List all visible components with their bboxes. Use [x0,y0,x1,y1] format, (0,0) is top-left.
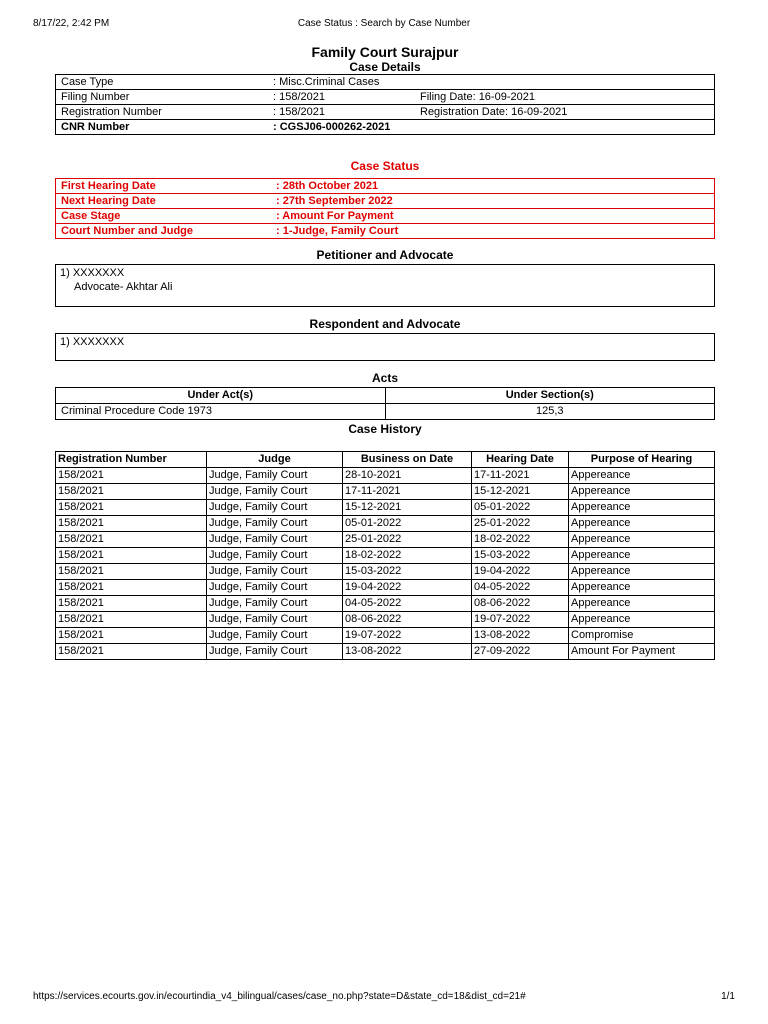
purpose-cell: Appereance [569,484,715,500]
petitioner-advocate: Advocate- Akhtar Ali [74,281,173,293]
purpose-cell: Appereance [569,532,715,548]
hearing-date-cell: 15-03-2022 [472,548,569,564]
filing-number-value: : 158/2021 [268,90,415,105]
next-hearing-value: : 27th September 2022 [271,194,715,209]
table-row [56,580,715,596]
business-date-cell: 15-03-2022 [343,564,472,580]
cnr-row [56,120,715,135]
judge-cell: Judge, Family Court [207,596,343,612]
table-row [56,596,715,612]
judge-cell: Judge, Family Court [207,564,343,580]
table-row [56,644,715,660]
petitioner-box [55,264,715,307]
case-status-heading: Case Status [350,159,420,173]
registration-date: Registration Date: 16-09-2021 [415,105,715,120]
hearing-date-cell: 15-12-2021 [472,484,569,500]
col-hearing-date: Hearing Date [472,452,569,468]
registration-number-label: Registration Number [56,105,269,120]
cnr-label: CNR Number [61,121,130,133]
col-registration-number: Registration Number [56,452,207,468]
status-row [56,179,715,194]
registration-number-cell: 158/2021 [56,516,207,532]
acts-col-section: Under Section(s) [385,388,715,404]
business-date-cell: 15-12-2021 [343,500,472,516]
respondent-name: 1) XXXXXXX [60,336,125,348]
court-name: Family Court Surajpur [311,44,459,60]
case-details-heading: Case Details [349,60,421,74]
table-row [56,532,715,548]
judge-cell: Judge, Family Court [207,468,343,484]
registration-number-cell: 158/2021 [56,548,207,564]
business-date-cell: 04-05-2022 [343,596,472,612]
business-date-cell: 05-01-2022 [343,516,472,532]
registration-number-cell: 158/2021 [56,644,207,660]
purpose-cell: Appereance [569,612,715,628]
print-title: Case Status : Search by Case Number [297,18,471,29]
case-status-table [55,178,715,239]
hearing-date-cell: 27-09-2022 [472,644,569,660]
print-datetime: 8/17/22, 2:42 PM [33,18,110,29]
history-body [56,468,715,660]
business-date-cell: 25-01-2022 [343,532,472,548]
first-hearing-label: First Hearing Date [56,179,272,194]
table-row [56,628,715,644]
purpose-cell: Appereance [569,564,715,580]
judge-cell: Judge, Family Court [207,500,343,516]
hearing-date-cell: 25-01-2022 [472,516,569,532]
registration-number-cell: 158/2021 [56,612,207,628]
purpose-cell: Appereance [569,516,715,532]
col-judge: Judge [207,452,343,468]
purpose-cell: Appereance [569,468,715,484]
business-date-cell: 19-04-2022 [343,580,472,596]
history-header-row [56,452,715,468]
registration-number-cell: 158/2021 [56,500,207,516]
hearing-date-cell: 13-08-2022 [472,628,569,644]
judge-cell: Judge, Family Court [207,484,343,500]
case-history-heading: Case History [348,422,422,436]
table-row [56,564,715,580]
registration-number-value: : 158/2021 [268,105,415,120]
print-footer [33,991,735,1005]
judge-cell: Judge, Family Court [207,644,343,660]
respondent-box [55,333,715,361]
judge-cell: Judge, Family Court [207,516,343,532]
page-number: 1/1 [721,991,735,1002]
purpose-cell: Amount For Payment [569,644,715,660]
registration-number-cell: 158/2021 [56,532,207,548]
acts-row [56,404,715,420]
case-details-table [55,74,715,135]
filing-number-row [56,90,715,105]
registration-number-cell: 158/2021 [56,564,207,580]
case-history-table [55,451,715,660]
registration-number-row [56,105,715,120]
business-date-cell: 28-10-2021 [343,468,472,484]
court-judge-label: Court Number and Judge [61,225,194,237]
hearing-date-cell: 08-06-2022 [472,596,569,612]
status-row [56,194,715,209]
case-document [55,44,715,660]
purpose-cell: Appereance [569,548,715,564]
business-date-cell: 17-11-2021 [343,484,472,500]
judge-cell: Judge, Family Court [207,548,343,564]
registration-number-cell: 158/2021 [56,484,207,500]
hearing-date-cell: 19-07-2022 [472,612,569,628]
judge-cell: Judge, Family Court [207,612,343,628]
acts-col-act: Under Act(s) [56,388,386,404]
registration-number-cell: 158/2021 [56,596,207,612]
table-row [56,516,715,532]
case-type-row [56,75,715,90]
act-name: Criminal Procedure Code 1973 [56,404,386,420]
next-hearing-label: Next Hearing Date [56,194,272,209]
hearing-date-cell: 19-04-2022 [472,564,569,580]
status-row [56,209,715,224]
registration-number-cell: 158/2021 [56,580,207,596]
business-date-cell: 13-08-2022 [343,644,472,660]
petitioner-name: 1) XXXXXXX [60,267,125,279]
purpose-cell: Appereance [569,596,715,612]
purpose-cell: Appereance [569,580,715,596]
act-section: 125,3 [385,404,715,420]
purpose-cell: Appereance [569,500,715,516]
business-date-cell: 08-06-2022 [343,612,472,628]
purpose-cell: Compromise [569,628,715,644]
judge-cell: Judge, Family Court [207,580,343,596]
registration-number-cell: 158/2021 [56,468,207,484]
table-row [56,500,715,516]
case-type-value: : Misc.Criminal Cases [268,75,715,90]
print-header [33,18,735,32]
hearing-date-cell: 05-01-2022 [472,500,569,516]
hearing-date-cell: 04-05-2022 [472,580,569,596]
status-row [56,224,715,239]
acts-heading: Acts [371,371,398,385]
acts-header-row [56,388,715,404]
table-row [56,612,715,628]
table-row [56,468,715,484]
table-row [56,484,715,500]
cnr-value: : CGSJ06-000262-2021 [273,121,391,133]
registration-number-cell: 158/2021 [56,628,207,644]
acts-table [55,387,715,420]
table-row [56,548,715,564]
business-date-cell: 18-02-2022 [343,548,472,564]
filing-number-label: Filing Number [56,90,269,105]
judge-cell: Judge, Family Court [207,532,343,548]
case-stage-value: : Amount For Payment [271,209,715,224]
court-judge-value: : 1-Judge, Family Court [276,225,399,237]
judge-cell: Judge, Family Court [207,628,343,644]
col-business-on-date: Business on Date [343,452,472,468]
hearing-date-cell: 17-11-2021 [472,468,569,484]
hearing-date-cell: 18-02-2022 [472,532,569,548]
business-date-cell: 19-07-2022 [343,628,472,644]
case-type-label: Case Type [56,75,269,90]
first-hearing-value: : 28th October 2021 [271,179,715,194]
filing-date: Filing Date: 16-09-2021 [415,90,715,105]
col-purpose-of-hearing: Purpose of Hearing [569,452,715,468]
page-url: https://services.ecourts.gov.in/ecourtindia_v4_bilingual/cases/case_no.php?state=D&state_cd=18&dist_cd=21# [33,991,526,1002]
respondent-heading: Respondent and Advocate [309,317,461,331]
petitioner-heading: Petitioner and Advocate [316,248,454,262]
case-stage-label: Case Stage [56,209,272,224]
